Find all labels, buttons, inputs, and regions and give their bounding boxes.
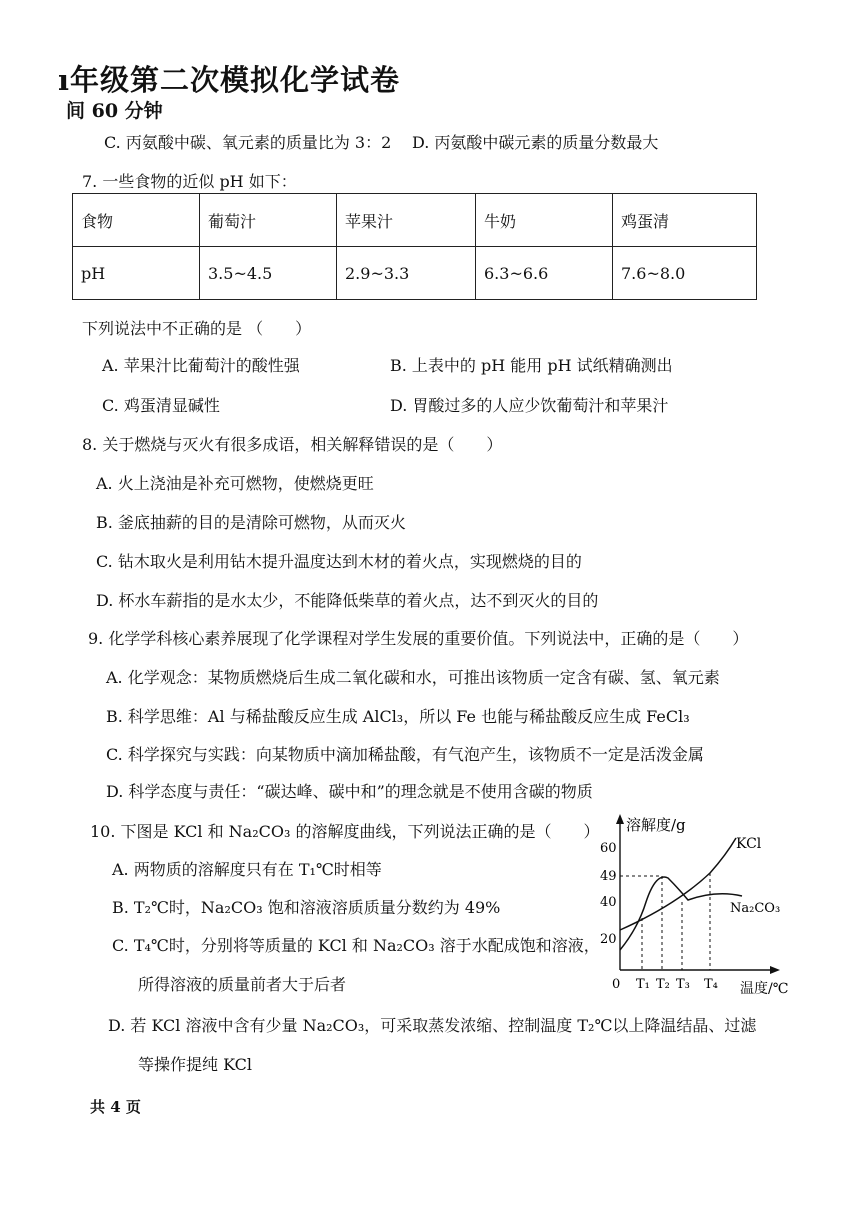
q8-option-c: C. 钻木取火是利用钻木提升温度达到木材的着火点，实现燃烧的目的	[96, 552, 582, 571]
ph-table	[72, 193, 757, 300]
x-axis-arrow	[770, 966, 780, 974]
table-cell: 葡萄汁	[200, 194, 337, 247]
q8-option-a: A. 火上浇油是补充可燃物，使燃烧更旺	[96, 474, 374, 493]
q9-option-c: C. 科学探究与实践：向某物质中滴加稀盐酸，有气泡产生，该物质不一定是活泼金属	[106, 745, 704, 764]
kcl-label: KCl	[736, 836, 762, 852]
table-cell: 3.5~4.5	[200, 247, 337, 300]
y-tick-49: 49	[600, 869, 617, 884]
table-row	[73, 194, 757, 247]
table-cell: pH	[73, 247, 200, 300]
q8-stem: 8. 关于燃烧与灭火有很多成语，相关解释错误的是（ ）	[82, 435, 503, 454]
q6-option-d: D. 丙氨酸中碳元素的质量分数最大	[412, 133, 659, 152]
q7-stem: 7. 一些食物的近似 pH 如下：	[82, 172, 297, 191]
q9-option-d: D. 科学态度与责任：“碳达峰、碳中和”的理念就是不使用含碳的物质	[106, 782, 593, 801]
table-cell: 6.3~6.6	[476, 247, 613, 300]
q8-option-b: B. 釜底抽薪的目的是清除可燃物，从而灭火	[96, 513, 406, 532]
x-tick-t4: T₄	[704, 977, 718, 992]
q10-option-c-line1: C. T₄℃时，分别将等质量的 KCl 和 Na₂CO₃ 溶于水配成饱和溶液，	[112, 936, 600, 955]
na2co3-curve	[620, 877, 742, 950]
exam-title: ı年级第二次模拟化学试卷	[58, 63, 401, 97]
table-cell: 食物	[73, 194, 200, 247]
x-tick-t2: T₂	[656, 977, 670, 992]
q7-option-a: A. 苹果汁比葡萄汁的酸性强	[102, 356, 300, 375]
q7-ask: 下列说法中不正确的是 （ ）	[82, 319, 312, 338]
q9-stem: 9. 化学学科核心素养展现了化学课程对学生发展的重要价值。下列说法中，正确的是（ ）	[88, 629, 749, 648]
q9-option-b: B. 科学思维：Al 与稀盐酸反应生成 AlCl₃，所以 Fe 也能与稀盐酸反应生成 FeCl₃	[106, 707, 690, 726]
q7-option-b: B. 上表中的 pH 能用 pH 试纸精确测出	[390, 356, 673, 375]
table-cell: 7.6~8.0	[613, 247, 757, 300]
table-cell: 2.9~3.3	[337, 247, 476, 300]
q10-option-c-line2: 所得溶液的质量前者大于后者	[138, 975, 347, 994]
q10-stem: 10. 下图是 KCl 和 Na₂CO₃ 的溶解度曲线，下列说法正确的是（ ）	[90, 822, 600, 841]
q10-option-d-line2: 等操作提纯 KCl	[138, 1055, 252, 1074]
q10-option-b: B. T₂℃时，Na₂CO₃ 饱和溶液溶质质量分数约为 49%	[112, 898, 501, 917]
table-cell: 苹果汁	[337, 194, 476, 247]
x-tick-t1: T₁	[636, 977, 650, 992]
y-tick-20: 20	[600, 932, 617, 947]
na2co3-label: Na₂CO₃	[730, 901, 781, 916]
q7-option-d: D. 胃酸过多的人应少饮葡萄汁和苹果汁	[390, 396, 669, 415]
y-tick-60: 60	[600, 841, 617, 856]
kcl-curve	[620, 838, 736, 930]
q6-option-c: C. 丙氨酸中碳、氧元素的质量比为 3：2	[104, 133, 392, 152]
x-axis-label: 温度/℃	[740, 981, 789, 997]
q10-option-a: A. 两物质的溶解度只有在 T₁℃时相等	[112, 860, 382, 879]
q9-option-a: A. 化学观念：某物质燃烧后生成二氧化碳和水，可推出该物质一定含有碳、氢、氧元素	[106, 668, 720, 687]
y-axis-label: 溶解度/g	[626, 816, 686, 834]
origin-label: 0	[612, 977, 621, 992]
solubility-graph	[596, 810, 806, 1000]
page-footer: 共 4 页	[90, 1098, 141, 1116]
y-axis-arrow	[616, 814, 624, 824]
exam-time: 间 60 分钟	[66, 100, 163, 122]
q7-option-c: C. 鸡蛋清显碱性	[102, 396, 220, 415]
table-row	[73, 247, 757, 300]
x-tick-t3: T₃	[676, 977, 690, 992]
table-cell: 牛奶	[476, 194, 613, 247]
q10-option-d-line1: D. 若 KCl 溶液中含有少量 Na₂CO₃，可采取蒸发浓缩、控制温度 T₂℃以上降温结晶、过滤	[108, 1016, 757, 1035]
y-tick-40: 40	[600, 895, 617, 910]
table-cell: 鸡蛋清	[613, 194, 757, 247]
q8-option-d: D. 杯水车薪指的是水太少，不能降低柴草的着火点，达不到灭火的目的	[96, 591, 599, 610]
